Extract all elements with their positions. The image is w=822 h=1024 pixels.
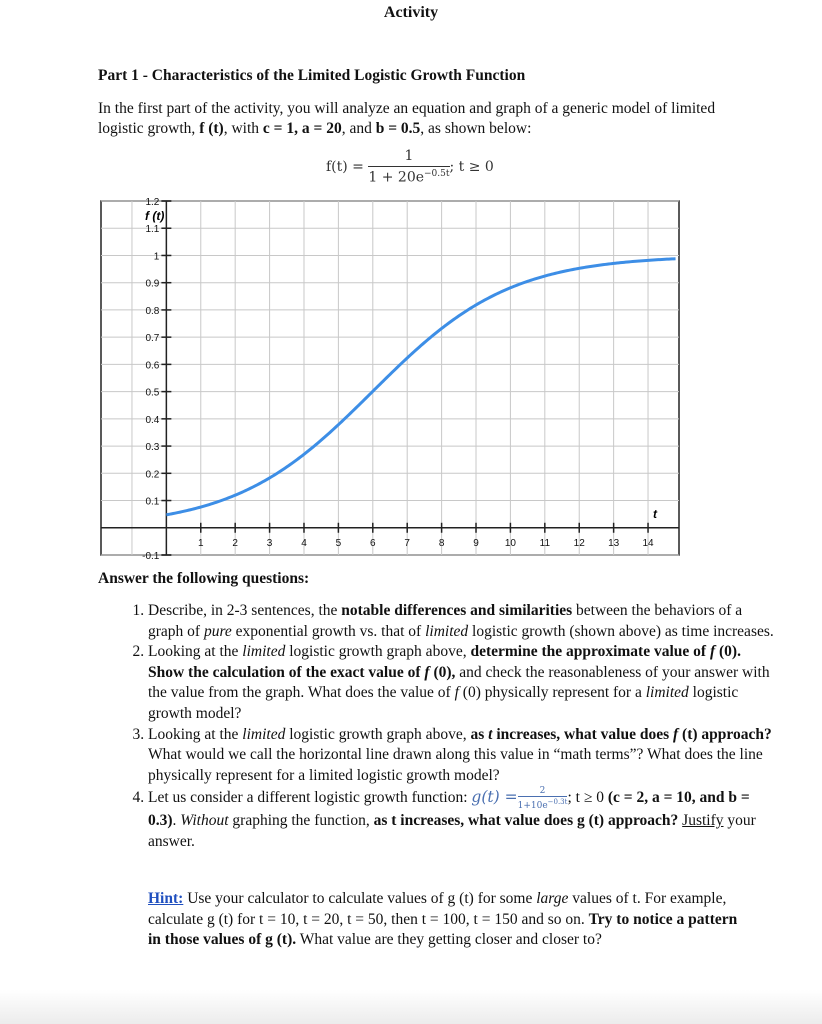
x-tick-label: 5	[335, 537, 342, 549]
question-list	[120, 601, 778, 853]
y-tick-label: 0.2	[145, 469, 160, 481]
page-bottom-shadow	[0, 990, 822, 1024]
g-function-fraction: $\frac{2}{1+10e^{-0.3t}}$	[517, 786, 568, 812]
y-axis-label: f (t)	[145, 209, 165, 223]
y-tick-label: 0.3	[145, 442, 160, 454]
x-tick-label: 4	[301, 537, 307, 549]
x-tick-label: 1	[197, 537, 204, 549]
equation-numerator: 1	[368, 148, 449, 167]
page-title: Activity	[383, 4, 439, 21]
equation-exponent: −0.5t	[424, 169, 450, 179]
y-tick-label: 1.2	[145, 197, 160, 208]
x-tick-label: 9	[473, 537, 479, 549]
question-1: 1. Describe, in 2-3 sentences, the notable differences and similarities between the behaviors of a graph of pure exponential growth vs. that of limited logistic growth (shown above) as time increases.	[148, 601, 778, 642]
x-tick-label: 11	[539, 537, 551, 549]
y-tick-label: 0.6	[145, 360, 160, 372]
y-tick-label: 0.5	[145, 387, 160, 399]
equation-denominator: $1 + 20e^{-0.5t}$	[368, 169, 450, 186]
hint-box: Hint: Use your calculator to calculate values of g (t) for some large values of t. For example, calculate g (t) for t = 10, t = 20, t = 50, then t = 100, t = 150 and so on. Try to notice a pattern in those values of g (t). What value are they getting closer and closer to?	[148, 890, 738, 948]
graph-frame	[101, 201, 679, 555]
x-tick-label: 6	[370, 537, 376, 549]
x-axis-label: t	[653, 507, 657, 521]
part1-heading: Part 1 - Characteristics of the Limited Logistic Growth Function	[98, 67, 526, 84]
y-tick-label: 1	[153, 251, 160, 263]
y-tick-label: 0.7	[145, 333, 160, 345]
hint-label: Hint:	[148, 890, 184, 907]
x-tick-label: 13	[608, 537, 620, 549]
x-tick-label: 8	[438, 537, 445, 549]
logistic-equation	[326, 148, 494, 186]
y-tick-label: 0.8	[145, 305, 160, 317]
y-tick-label: 0.4	[145, 414, 160, 426]
x-tick-label: 2	[232, 537, 238, 549]
y-tick-label: 1.1	[145, 224, 160, 236]
x-tick-label: 14	[642, 537, 654, 549]
x-tick-label: 7	[404, 537, 410, 549]
g-function-lhs: g(t) =	[471, 788, 518, 807]
logistic-graph	[100, 197, 680, 562]
equation-fraction	[368, 148, 449, 186]
y-tick-label: 0.9	[145, 278, 160, 290]
y-tick-label: 0.1	[145, 496, 160, 508]
x-tick-label: 10	[504, 537, 516, 549]
question-4: 4. Let us consider a different logistic growth function: g(t) = $\frac{2}{1+10e^{-0.3t}}$ ; t ≥ 0 (c = 2, a = 10, and b = 0.3). Without graphing the function, as t increases, what value does g (t) approach? Justify your answer.	[148, 786, 778, 852]
part1-intro: In the first part of the activity, you will analyze an equation and graph of a generic model of limited logistic growth, f (t), with c = 1, a = 20, and b = 0.5, as shown below:	[98, 100, 716, 137]
questions-heading: Answer the following questions:	[98, 570, 310, 587]
equation-domain: ; t ≥ 0	[449, 158, 494, 175]
question-2: 2. Looking at the limited logistic growth graph above, determine the approximate value of f (0). Show the calculation of the exact value of f (0), and check the reasonableness of your answer with the value from the graph. What does the value of f (0) physically represent for a limited logistic growth model?	[148, 642, 778, 724]
equation-lhs: f(t) =	[326, 158, 364, 175]
x-tick-label: 3	[266, 537, 273, 549]
question-3: 3. Looking at the limited logistic growth graph above, as t increases, what value does f (t) approach? What would we call the horizontal line drawn along this value in “math terms”? What does the line physically represent for a limited logistic growth model?	[148, 725, 778, 787]
y-tick-label: -0.1	[142, 551, 160, 562]
x-tick-label: 12	[573, 537, 585, 549]
